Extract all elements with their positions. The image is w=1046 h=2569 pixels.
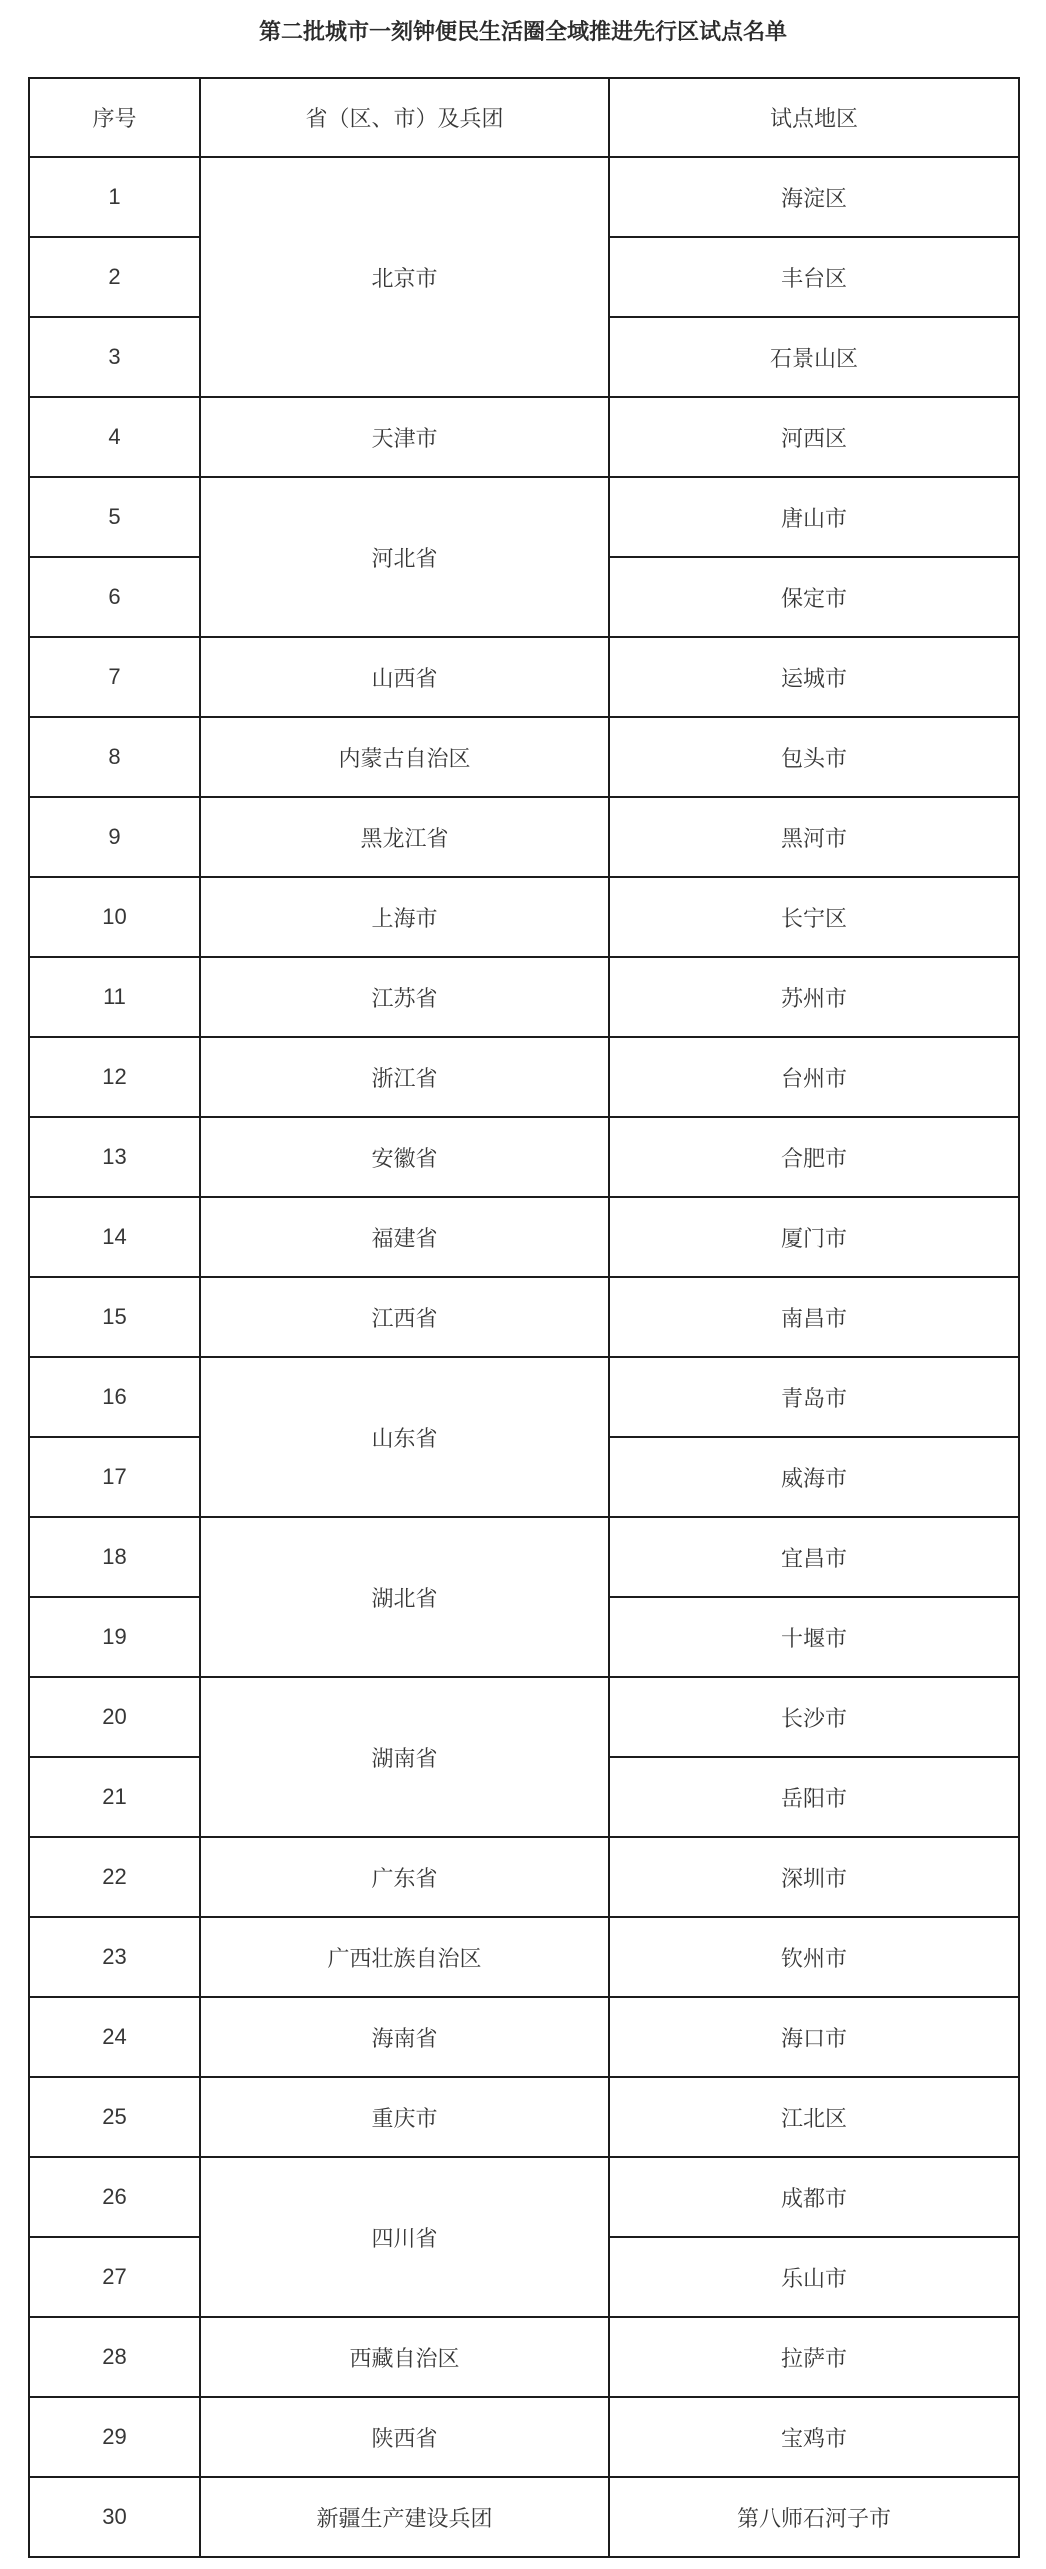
table-row (29, 477, 1019, 557)
area-cell: 苏州市 (609, 957, 1019, 1037)
province-cell: 黑龙江省 (200, 797, 609, 877)
area-cell: 乐山市 (609, 2237, 1019, 2317)
col-header-province: 省（区、市）及兵团 (200, 78, 609, 157)
serial-cell: 29 (29, 2397, 200, 2477)
table-row (29, 1997, 1019, 2077)
table-row (29, 1277, 1019, 1357)
area-cell: 运城市 (609, 637, 1019, 717)
table-body (29, 157, 1019, 2557)
serial-cell: 10 (29, 877, 200, 957)
table-row (29, 157, 1019, 237)
col-header-serial: 序号 (29, 78, 200, 157)
area-cell: 海淀区 (609, 157, 1019, 237)
serial-cell: 28 (29, 2317, 200, 2397)
serial-cell: 6 (29, 557, 200, 637)
serial-cell: 15 (29, 1277, 200, 1357)
serial-cell: 27 (29, 2237, 200, 2317)
area-cell: 岳阳市 (609, 1757, 1019, 1837)
table-row (29, 2157, 1019, 2237)
area-cell: 唐山市 (609, 477, 1019, 557)
area-cell: 十堰市 (609, 1597, 1019, 1677)
province-cell: 西藏自治区 (200, 2317, 609, 2397)
table-row (29, 1837, 1019, 1917)
serial-cell: 22 (29, 1837, 200, 1917)
page-title: 第二批城市一刻钟便民生活圈全域推进先行区试点名单 (258, 19, 787, 44)
province-cell: 广东省 (200, 1837, 609, 1917)
area-cell: 黑河市 (609, 797, 1019, 877)
serial-cell: 30 (29, 2477, 200, 2557)
table-row (29, 957, 1019, 1037)
serial-cell: 14 (29, 1197, 200, 1277)
area-cell: 深圳市 (609, 1837, 1019, 1917)
table-row (29, 1517, 1019, 1597)
area-cell: 宝鸡市 (609, 2397, 1019, 2477)
province-cell: 浙江省 (200, 1037, 609, 1117)
serial-cell: 8 (29, 717, 200, 797)
province-cell: 广西壮族自治区 (200, 1917, 609, 1997)
serial-cell: 16 (29, 1357, 200, 1437)
serial-cell: 9 (29, 797, 200, 877)
province-cell: 江苏省 (200, 957, 609, 1037)
area-cell: 钦州市 (609, 1917, 1019, 1997)
province-cell: 陕西省 (200, 2397, 609, 2477)
province-cell: 天津市 (200, 397, 609, 477)
table-row (29, 717, 1019, 797)
province-cell: 新疆生产建设兵团 (200, 2477, 609, 2557)
serial-cell: 20 (29, 1677, 200, 1757)
province-cell: 四川省 (200, 2157, 609, 2317)
province-cell: 山西省 (200, 637, 609, 717)
serial-cell: 13 (29, 1117, 200, 1197)
province-cell: 河北省 (200, 477, 609, 637)
table-row (29, 1917, 1019, 1997)
province-cell: 山东省 (200, 1357, 609, 1517)
table-row (29, 877, 1019, 957)
col-header-pilot-area: 试点地区 (609, 78, 1019, 157)
area-cell: 厦门市 (609, 1197, 1019, 1277)
serial-cell: 25 (29, 2077, 200, 2157)
area-cell: 第八师石河子市 (609, 2477, 1019, 2557)
area-cell: 宜昌市 (609, 1517, 1019, 1597)
serial-cell: 26 (29, 2157, 200, 2237)
serial-cell: 12 (29, 1037, 200, 1117)
province-cell: 上海市 (200, 877, 609, 957)
serial-cell: 17 (29, 1437, 200, 1517)
province-cell: 海南省 (200, 1997, 609, 2077)
area-cell: 成都市 (609, 2157, 1019, 2237)
province-cell: 湖北省 (200, 1517, 609, 1677)
area-cell: 青岛市 (609, 1357, 1019, 1437)
serial-cell: 19 (29, 1597, 200, 1677)
area-cell: 海口市 (609, 1997, 1019, 2077)
area-cell: 拉萨市 (609, 2317, 1019, 2397)
table-row (29, 1677, 1019, 1757)
serial-cell: 18 (29, 1517, 200, 1597)
serial-cell: 23 (29, 1917, 200, 1997)
serial-cell: 24 (29, 1997, 200, 2077)
area-cell: 长沙市 (609, 1677, 1019, 1757)
table-row (29, 2077, 1019, 2157)
province-cell: 重庆市 (200, 2077, 609, 2157)
serial-cell: 21 (29, 1757, 200, 1837)
table-header-row (29, 78, 1019, 157)
area-cell: 南昌市 (609, 1277, 1019, 1357)
area-cell: 长宁区 (609, 877, 1019, 957)
table-row (29, 797, 1019, 877)
table-row (29, 2477, 1019, 2557)
area-cell: 包头市 (609, 717, 1019, 797)
serial-cell: 4 (29, 397, 200, 477)
table-row (29, 2317, 1019, 2397)
province-cell: 福建省 (200, 1197, 609, 1277)
pilot-zone-table (28, 77, 1020, 2558)
area-cell: 石景山区 (609, 317, 1019, 397)
serial-cell: 11 (29, 957, 200, 1037)
table-row (29, 637, 1019, 717)
table-row (29, 1037, 1019, 1117)
serial-cell: 7 (29, 637, 200, 717)
province-cell: 内蒙古自治区 (200, 717, 609, 797)
serial-cell: 1 (29, 157, 200, 237)
area-cell: 丰台区 (609, 237, 1019, 317)
table-row (29, 397, 1019, 477)
province-cell: 安徽省 (200, 1117, 609, 1197)
area-cell: 合肥市 (609, 1117, 1019, 1197)
area-cell: 威海市 (609, 1437, 1019, 1517)
table-row (29, 1357, 1019, 1437)
province-cell: 湖南省 (200, 1677, 609, 1837)
table-row (29, 1197, 1019, 1277)
province-cell: 江西省 (200, 1277, 609, 1357)
table-row (29, 2397, 1019, 2477)
area-cell: 河西区 (609, 397, 1019, 477)
serial-cell: 2 (29, 237, 200, 317)
serial-cell: 3 (29, 317, 200, 397)
area-cell: 保定市 (609, 557, 1019, 637)
serial-cell: 5 (29, 477, 200, 557)
province-cell: 北京市 (200, 157, 609, 397)
table-row (29, 1117, 1019, 1197)
area-cell: 台州市 (609, 1037, 1019, 1117)
area-cell: 江北区 (609, 2077, 1019, 2157)
